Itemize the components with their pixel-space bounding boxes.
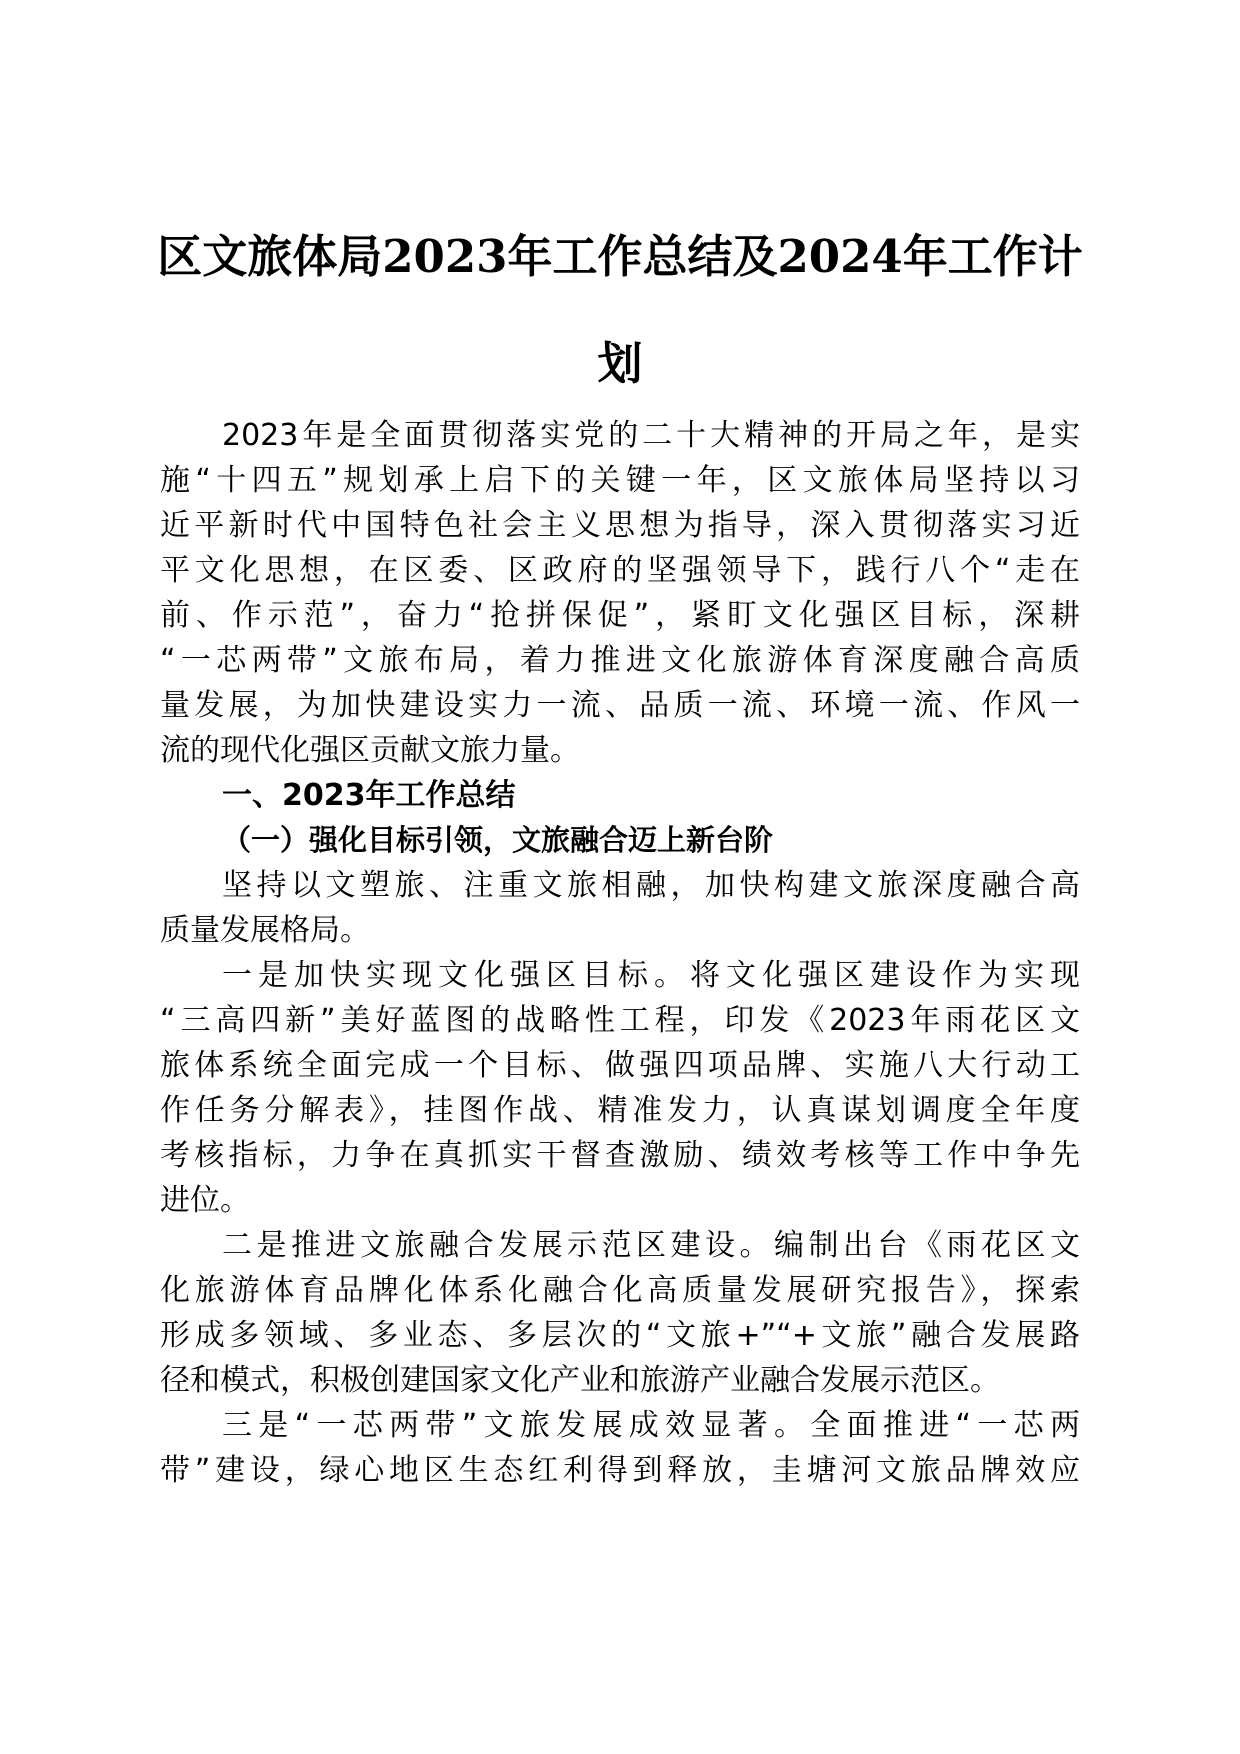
- paragraph-line: 质量发展格局。: [160, 913, 370, 948]
- paragraph-line: 径和模式，积极创建国家文化产业和旅游产业融合发展示范区。: [160, 1363, 1000, 1398]
- paragraph-b: [160, 953, 1080, 1223]
- intro-paragraph: [160, 413, 1080, 773]
- paragraph-line: 施“十四五”规划承上启下的关键一年，区文旅体局坚持以习: [160, 463, 1080, 498]
- paragraph-line: 二是推进文旅融合发展示范区建设。编制出台《雨花区文: [222, 1228, 1080, 1263]
- paragraph-line: 带”建设，绿心地区生态红利得到释放，圭塘河文旅品牌效应: [160, 1453, 1080, 1488]
- document-title-line-2: 划: [597, 337, 643, 390]
- paragraph-line: “三高四新”美好蓝图的战略性工程，印发《2023年雨花区文: [160, 1003, 1080, 1038]
- paragraph-line: 流的现代化强区贡献文旅力量。: [160, 733, 580, 768]
- paragraph-line: 三是“一芯两带”文旅发展成效显著。全面推进“一芯两: [222, 1408, 1080, 1443]
- paragraph-line: 化旅游体育品牌化体系化融合化高质量发展研究报告》，探索: [160, 1273, 1080, 1308]
- paragraph-d: [160, 1403, 1080, 1493]
- paragraph-line: 前、作示范”，奋力“抢拼保促”，紧盯文化强区目标，深耕: [160, 598, 1080, 633]
- paragraph-line: 形成多领域、多业态、多层次的“文旅+”“+文旅”融合发展路: [160, 1318, 1080, 1353]
- document-title-line-1: 区文旅体局2023年工作总结及2024年工作计: [157, 230, 1083, 283]
- paragraph-line: 近平新时代中国特色社会主义思想为指导，深入贯彻落实习近: [160, 508, 1080, 543]
- paragraph-line: 考核指标，力争在真抓实干督查激励、绩效考核等工作中争先: [160, 1138, 1080, 1173]
- paragraph-c: [160, 1223, 1080, 1403]
- paragraph-line: 作任务分解表》，挂图作战、精准发力，认真谋划调度全年度: [160, 1093, 1080, 1128]
- section-heading: 一、2023年工作总结: [222, 778, 516, 813]
- paragraph-line: 一是加快实现文化强区目标。将文化强区建设作为实现: [222, 958, 1080, 993]
- paragraph-line: 量发展，为加快建设实力一流、品质一流、环境一流、作风一: [160, 688, 1080, 723]
- paragraph-line: 旅体系统全面完成一个目标、做强四项品牌、实施八大行动工: [160, 1048, 1080, 1083]
- paragraph-line: 进位。: [160, 1183, 250, 1218]
- paragraph-line: 坚持以文塑旅、注重文旅相融，加快构建文旅深度融合高: [222, 868, 1080, 903]
- paragraph-line: 2023年是全面贯彻落实党的二十大精神的开局之年，是实: [222, 418, 1080, 453]
- paragraph-line: 平文化思想，在区委、区政府的坚强领导下，践行八个“走在: [160, 553, 1080, 588]
- paragraph-line: “一芯两带”文旅布局，着力推进文化旅游体育深度融合高质: [160, 643, 1080, 678]
- document-body: [160, 413, 1080, 1493]
- subsection-heading: （一）强化目标引领，文旅融合迈上新台阶: [222, 823, 774, 857]
- paragraph-a: [160, 863, 1080, 953]
